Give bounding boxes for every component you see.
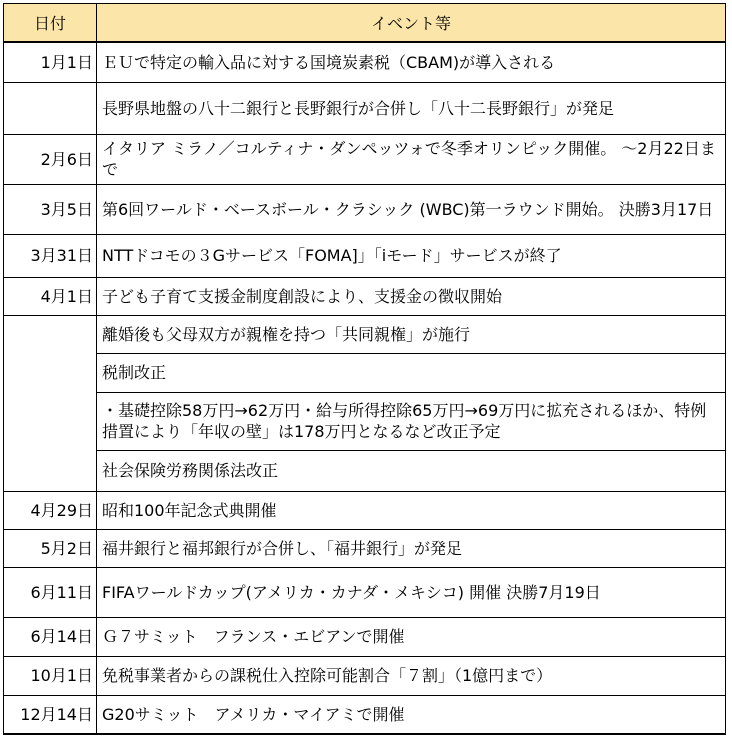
table-row	[4, 315, 726, 353]
table-row	[4, 234, 726, 277]
event-cell: 福井銀行と福邦銀行が合併し、「福井銀行」が発足	[97, 529, 726, 567]
date-cell: 3月5日	[4, 184, 97, 234]
header-date: 日付	[4, 4, 97, 43]
event-cell: Ｇ７サミット フランス・エビアンで開催	[97, 617, 726, 656]
table-row	[4, 392, 726, 450]
table-row	[4, 656, 726, 695]
date-cell	[4, 392, 97, 450]
table-row	[4, 567, 726, 617]
header-event: イベント等	[97, 4, 726, 43]
date-cell: 4月1日	[4, 277, 97, 315]
date-cell: 10月1日	[4, 656, 97, 695]
event-cell: FIFAワールドカップ(アメリカ・カナダ・メキシコ) 開催 決勝7月19日	[97, 567, 726, 617]
event-cell: 第6回ワールド・ベースボール・クラシック (WBC)第一ラウンド開始。 決勝3月17日	[97, 184, 726, 234]
events-table	[3, 3, 726, 735]
event-cell: 離婚後も父母双方が親権を持つ「共同親権」が施行	[97, 315, 726, 353]
event-cell: 免税事業者からの課税仕入控除可能割合「７割」（1億円まで）	[97, 656, 726, 695]
date-cell	[4, 82, 97, 134]
table-row	[4, 42, 726, 82]
date-cell	[4, 315, 97, 353]
table-row	[4, 82, 726, 134]
table-row	[4, 450, 726, 491]
table-row	[4, 184, 726, 234]
date-cell: 1月1日	[4, 42, 97, 82]
event-cell: 長野県地盤の八十二銀行と長野銀行が合併し「八十二長野銀行」が発足	[97, 82, 726, 134]
date-cell: 4月29日	[4, 491, 97, 529]
date-cell	[4, 353, 97, 392]
event-cell: ・基礎控除58万円→62万円・給与所得控除65万円→69万円に拡充されるほか、特例措置により「年収の壁」は178万円となるなど改正予定	[97, 392, 726, 450]
date-cell	[4, 450, 97, 491]
event-cell: イタリア ミラノ／コルティナ・ダンペッツォで冬季オリンピック開催。 ～2月22日まで	[97, 134, 726, 184]
table-row	[4, 529, 726, 567]
event-cell: 子ども子育て支援金制度創設により、支援金の徴収開始	[97, 277, 726, 315]
date-cell: 3月31日	[4, 234, 97, 277]
event-cell: 社会保険労務関係法改正	[97, 450, 726, 491]
event-cell: G20サミット アメリカ・マイアミで開催	[97, 695, 726, 734]
date-cell: 5月2日	[4, 529, 97, 567]
date-cell: 12月14日	[4, 695, 97, 734]
table-row	[4, 695, 726, 734]
table-row	[4, 491, 726, 529]
date-cell: 6月14日	[4, 617, 97, 656]
event-cell: NTTドコモの３Gサービス「FOMA]」「iモード」サービスが終了	[97, 234, 726, 277]
date-cell: 2月6日	[4, 134, 97, 184]
table-row	[4, 134, 726, 184]
event-cell: ＥＵで特定の輸入品に対する国境炭素税（CBAM)が導入される	[97, 42, 726, 82]
header-row	[4, 4, 726, 43]
table-row	[4, 353, 726, 392]
table-row	[4, 277, 726, 315]
event-cell: 税制改正	[97, 353, 726, 392]
date-cell: 6月11日	[4, 567, 97, 617]
event-cell: 昭和100年記念式典開催	[97, 491, 726, 529]
table-row	[4, 617, 726, 656]
